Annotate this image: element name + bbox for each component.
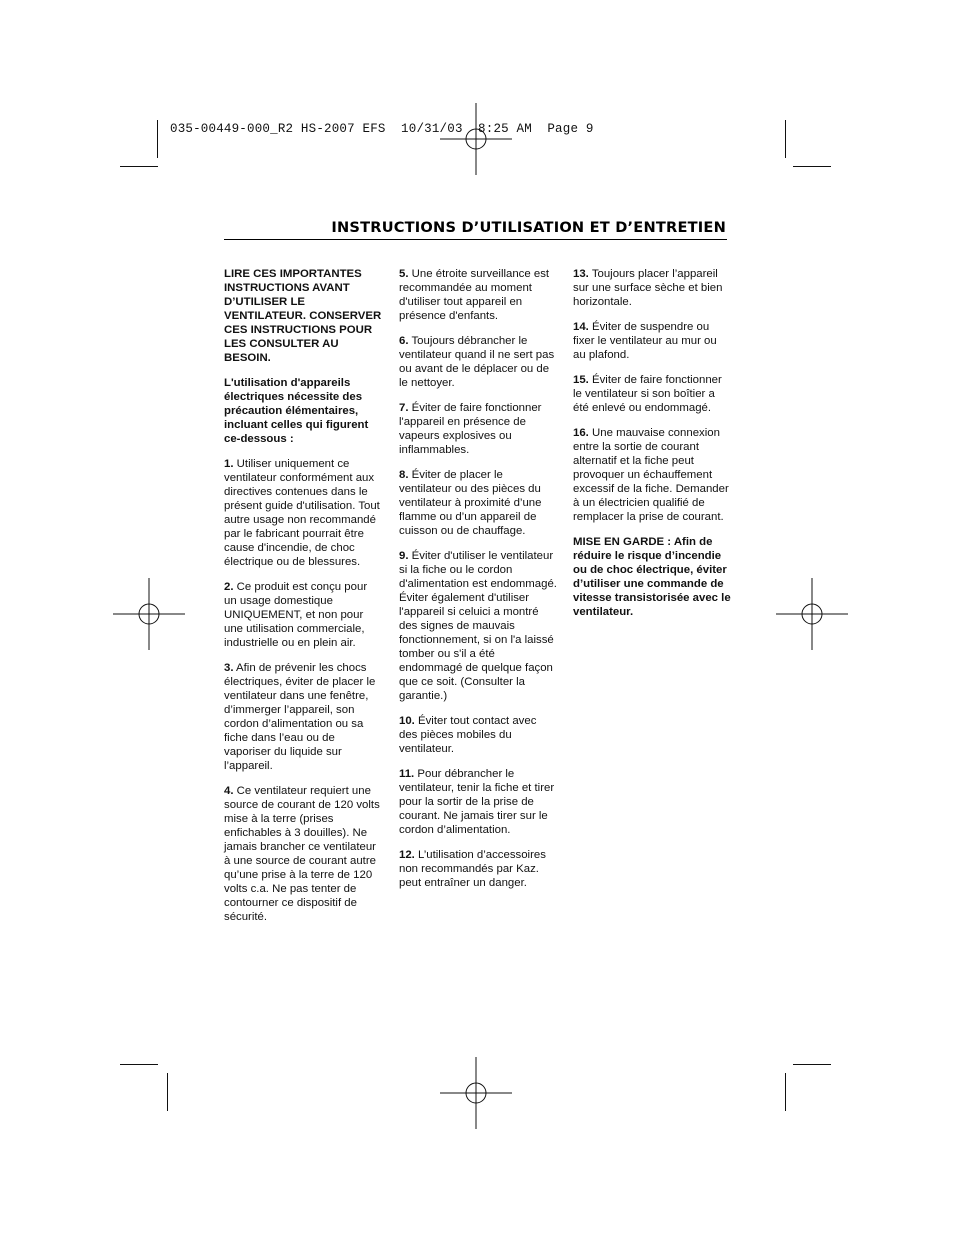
- registration-mark-icon: [113, 578, 185, 650]
- crop-mark: [167, 1073, 168, 1111]
- print-slug: 035-00449-000_R2 HS-2007 EFS 10/31/03 8:25 AM Page 9: [170, 122, 594, 136]
- crop-mark: [120, 166, 158, 167]
- warning-notice: MISE EN GARDE : Afin de réduire le risque d’incendie ou de choc électrique, éviter d’utiliser une commande de vitesse transistorisée avec le ventilateur.: [573, 536, 731, 618]
- item-text: Éviter tout contact avec des pièces mobiles du ventilateur.: [399, 715, 537, 755]
- item-number: 11.: [399, 768, 415, 780]
- instruction-item: [573, 373, 731, 415]
- item-text: Éviter de suspendre ou fixer le ventilateur au mur ou au plafond.: [573, 321, 717, 361]
- item-number: 5.: [399, 268, 409, 280]
- item-text: Ce produit est conçu pour un usage domestique UNIQUEMENT, et non pour une utilisation commerciale, industrielle ou en plein air.: [224, 581, 368, 649]
- item-text: Pour débrancher le ventilateur, tenir la fiche et tirer pour la sortir de la prise de courant. Ne jamais tirer sur le cordon d’alimentation.: [399, 768, 555, 836]
- instruction-item: [224, 457, 382, 569]
- crop-mark: [157, 120, 158, 158]
- item-text: Éviter d'utiliser le ventilateur si la fiche ou le cordon d'alimentation est endommagé. Éviter également d'utiliser l'appareil si celuici a montré des signes de mauvais fonctionnement, si on l'a laissé tomber ou s'il a été endommagé de quelque façon que ce soit. (Consulter la garantie.): [399, 550, 557, 702]
- heading-rule: [224, 239, 727, 240]
- instruction-item: [399, 848, 557, 890]
- item-number: 4.: [224, 785, 234, 797]
- item-text: Éviter de faire fonctionner l'appareil en présence de vapeurs explosives ou inflammables.: [399, 402, 542, 456]
- crop-mark: [793, 166, 831, 167]
- crop-mark: [793, 1064, 831, 1065]
- item-text: Toujours débrancher le ventilateur quand il ne sert pas ou avant de le déplacer ou de le nettoyer.: [399, 335, 555, 389]
- registration-mark-icon: [440, 1057, 512, 1129]
- item-number: 10.: [399, 715, 415, 727]
- item-text: Éviter de faire fonctionner le ventilateur si son boîtier a été enlevé ou endommagé.: [573, 374, 722, 414]
- item-number: 16.: [573, 427, 589, 439]
- item-text: Afin de prévenir les chocs électriques, éviter de placer le ventilateur dans une fenêtre, d’immerger l’appareil, son cordon d’alimentation ou sa fiche dans l’eau ou de vaporiser du liquide sur l’appareil.: [224, 662, 376, 772]
- instruction-item: [399, 468, 557, 538]
- instruction-item: [224, 661, 382, 773]
- crop-mark: [785, 1073, 786, 1111]
- instruction-item: [224, 580, 382, 650]
- item-text: L’utilisation d’accessoires non recommandés par Kaz. peut entraîner un danger.: [399, 849, 546, 889]
- page-heading: INSTRUCTIONS D’UTILISATION ET D’ENTRETIEN: [331, 219, 726, 236]
- crop-mark: [785, 120, 786, 158]
- item-text: Une étroite surveillance est recommandée au moment d'utiliser tout appareil en présence d'enfants.: [399, 268, 550, 322]
- item-text: Utiliser uniquement ce ventilateur conformément aux directives contenues dans le présent guide d'utilisation. Tout autre usage non recommandé par le fabricant pourrait être cause d'incendie, de choc électrique ou de blessures.: [224, 458, 380, 568]
- item-number: 13.: [573, 268, 589, 280]
- item-number: 1.: [224, 458, 234, 470]
- instruction-item: [399, 267, 557, 323]
- intro-notice: LIRE CES IMPORTANTES INSTRUCTIONS AVANT D’UTILISER LE VENTILATEUR. CONSERVER CES INSTRUCTIONS POUR LES CONSULTER AU BESOIN.: [224, 268, 382, 364]
- instruction-item: [399, 767, 557, 837]
- instruction-item: [399, 714, 557, 756]
- item-number: 7.: [399, 402, 409, 414]
- instruction-item: [399, 401, 557, 457]
- instruction-item: [399, 549, 557, 703]
- instruction-item: [573, 267, 731, 309]
- column-1: [224, 267, 382, 935]
- instruction-item: [573, 426, 731, 524]
- item-text: Toujours placer l’appareil sur une surface sèche et bien horizontale.: [573, 268, 723, 308]
- registration-mark-icon: [440, 103, 512, 175]
- item-text: Éviter de placer le ventilateur ou des pièces du ventilateur à proximité d’une flamme ou d’un appareil de cuisson ou de chauffage.: [399, 469, 542, 537]
- column-2: [399, 267, 557, 901]
- instruction-item: [224, 784, 382, 924]
- crop-mark: [120, 1064, 158, 1065]
- item-number: 9.: [399, 550, 409, 562]
- item-number: 15.: [573, 374, 589, 386]
- item-text: Ce ventilateur requiert une source de courant de 120 volts mise à la terre (prises enfichables à 3 douilles). Ne jamais brancher ce ventilateur à une source de courant autre qu’une prise à la terre de 120 volts c.a. Ne pas tenter de contourner ce dispositif de sécurité.: [224, 785, 380, 923]
- item-number: 14.: [573, 321, 589, 333]
- instruction-item: [399, 334, 557, 390]
- column-3: [573, 267, 731, 630]
- registration-mark-icon: [776, 578, 848, 650]
- item-text: Une mauvaise connexion entre la sortie de courant alternatif et la fiche peut provoquer un échauffement excessif de la fiche. Demander à un électricien qualifié de remplacer la prise de courant.: [573, 427, 729, 523]
- item-number: 2.: [224, 581, 234, 593]
- item-number: 3.: [224, 662, 234, 674]
- item-number: 6.: [399, 335, 409, 347]
- intro-precautions: L'utilisation d'appareils électriques nécessite des précaution élémentaires, incluant celles qui figurent ce-dessous :: [224, 377, 369, 445]
- item-number: 12.: [399, 849, 415, 861]
- instruction-item: [573, 320, 731, 362]
- item-number: 8.: [399, 469, 409, 481]
